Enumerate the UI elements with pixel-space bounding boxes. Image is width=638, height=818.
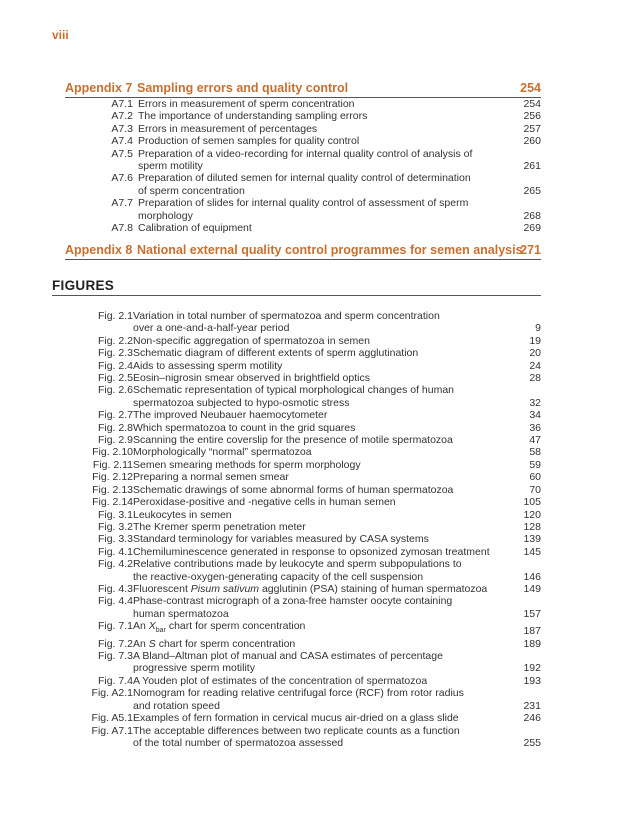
entry-title (133, 434, 499, 446)
entry-page: 146 (523, 570, 541, 583)
entry-title (138, 135, 499, 147)
entry-number: Fig. A7.1 (91, 724, 133, 737)
entry-title (138, 110, 499, 122)
entry-number: A7.8 (111, 222, 133, 235)
toc-entry[interactable] (52, 712, 541, 724)
entry-title-line: Semen smearing methods for sperm morphology (133, 458, 361, 471)
entry-number: Fig. 7.1 (97, 620, 133, 633)
entry-title-line: Peroxidase-positive and -negative cells in human semen (133, 496, 396, 509)
entry-page: 261 (523, 160, 541, 173)
entry-title-line: Calibration of equipment (138, 222, 252, 235)
entry-title (133, 347, 499, 359)
entry-number: Fig. 2.9 (97, 434, 133, 447)
entry-page: 47 (529, 434, 541, 447)
entry-page: 265 (523, 184, 541, 197)
entry-title (133, 446, 499, 458)
entry-page: 268 (523, 209, 541, 222)
entry-page: 19 (529, 334, 541, 347)
appendix-label: Appendix 7 (65, 81, 133, 95)
entry-title (133, 583, 499, 595)
entry-number: Fig. 2.11 (92, 458, 133, 471)
entry-title-line: Errors in measurement of sperm concentration (138, 98, 355, 110)
entry-number: Fig. 2.6 (97, 384, 133, 397)
entry-number: A7.5 (111, 147, 133, 160)
entry-number: Fig. 4.4 (97, 595, 133, 608)
entry-title-line: Eosin–nigrosin smear observed in brightfield optics (133, 372, 370, 385)
entry-title-line: Non-specific aggregation of spermatozoa in semen (133, 334, 370, 347)
toc-entry[interactable] (52, 650, 541, 675)
entry-title (133, 509, 499, 521)
entry-page: 9 (535, 322, 541, 335)
appendix-title: National external quality control programmes for semen analysis (137, 243, 523, 257)
toc-entry[interactable] (65, 110, 541, 122)
entry-title-line: Which spermatozoa to count in the grid squares (133, 421, 356, 434)
toc-entry[interactable] (52, 546, 541, 558)
toc-entry[interactable] (52, 384, 541, 409)
entry-title (133, 335, 499, 347)
entry-title (133, 372, 499, 384)
entry-title (133, 484, 499, 496)
entry-number: Fig. 3.3 (97, 533, 133, 546)
entry-title-line: and rotation speed (133, 699, 220, 712)
entry-title-line: The importance of understanding sampling errors (138, 110, 368, 123)
toc-entry[interactable] (52, 446, 541, 458)
entry-title-line: An $X_{bar}$ chart for sperm concentration (133, 620, 306, 635)
toc-entry[interactable] (52, 484, 541, 496)
entry-page: 187 (523, 625, 541, 638)
entry-page: 60 (529, 471, 541, 484)
entry-title (133, 595, 499, 620)
entry-title-line: sperm motility (138, 160, 203, 173)
appendix-label: Appendix 8 (65, 243, 133, 257)
entry-number: Fig. 2.4 (97, 359, 133, 372)
entry-title-line: Schematic drawings of some abnormal forms of human spermatozoa (133, 483, 454, 496)
entry-title-line: An S chart for sperm concentration (133, 637, 296, 650)
toc-entry[interactable] (65, 123, 541, 135)
entry-title (138, 222, 499, 234)
toc-entry[interactable] (52, 620, 541, 638)
entry-page: 145 (523, 545, 541, 558)
figures-heading: FIGURES (52, 277, 541, 296)
entry-title-line: Aids to assessing sperm motility (133, 359, 283, 372)
entry-number: Fig. 4.1 (97, 545, 133, 558)
entry-title (133, 650, 499, 675)
appendix-7-list (65, 98, 541, 234)
entry-number: Fig. 2.1 (97, 310, 133, 322)
toc-entry[interactable] (52, 422, 541, 434)
entry-title (133, 471, 499, 483)
entry-number: A7.6 (111, 172, 133, 185)
entry-title (133, 546, 499, 558)
toc-entry[interactable] (52, 725, 541, 750)
toc-entry[interactable] (52, 583, 541, 595)
page-number: viii (52, 28, 69, 42)
entry-title-line: Variation in total number of spermatozoa and sperm concentration (133, 310, 440, 322)
toc-entry[interactable] (52, 558, 541, 583)
entry-page: 189 (523, 637, 541, 650)
entry-title (133, 360, 499, 372)
entry-page: 193 (523, 674, 541, 687)
entry-title-line: Schematic representation of typical morphological changes of human (133, 384, 455, 397)
entry-page: 36 (529, 421, 541, 434)
entry-number: Fig. 2.3 (97, 347, 133, 360)
entry-title (138, 172, 499, 197)
entry-page: 157 (523, 607, 541, 620)
entry-title-line: The Kremer sperm penetration meter (133, 520, 306, 533)
entry-title (138, 123, 499, 135)
entry-number: Fig. A2.1 (91, 687, 133, 700)
entry-title-line: of sperm concentration (138, 184, 245, 197)
toc-entry[interactable] (52, 521, 541, 533)
entry-title (138, 197, 499, 222)
entry-page: 120 (523, 508, 541, 521)
entry-page: 260 (523, 135, 541, 148)
entry-title-line: progressive sperm motility (133, 662, 255, 675)
toc-entry[interactable] (52, 360, 541, 372)
appendix-page: 254 (520, 81, 541, 95)
entry-number: Fig. 2.14 (92, 496, 133, 509)
entry-page: 269 (523, 222, 541, 235)
toc-entry[interactable] (65, 148, 541, 173)
toc-entry[interactable] (52, 310, 541, 335)
entry-page: 231 (523, 699, 541, 712)
entry-title-line: The improved Neubauer haemocytometer (133, 409, 328, 422)
entry-title-line: Leukocytes in semen (133, 508, 232, 521)
toc-entry[interactable] (52, 347, 541, 359)
toc-entry[interactable] (52, 675, 541, 687)
entry-number: Fig. 2.2 (97, 334, 133, 347)
entry-title (133, 712, 499, 724)
entry-page: 59 (529, 458, 541, 471)
entry-title (133, 496, 499, 508)
entry-number: A7.4 (111, 135, 133, 148)
toc-entry[interactable] (52, 372, 541, 384)
entry-number: Fig. 7.3 (97, 650, 133, 663)
entry-title (138, 98, 499, 110)
toc-entry[interactable] (52, 595, 541, 620)
toc-entry[interactable] (52, 409, 541, 421)
entry-title (133, 459, 499, 471)
entry-number: Fig. 2.5 (97, 372, 133, 385)
entry-title-line: A Youden plot of estimates of the concentration of spermatozoa (133, 674, 428, 687)
entry-page: 20 (529, 347, 541, 360)
entry-title-line: the reactive-oxygen-generating capacity of the cell suspension (133, 570, 424, 583)
entry-number: Fig. 2.10 (92, 446, 133, 459)
toc-entry[interactable] (52, 496, 541, 508)
entry-title (133, 558, 499, 583)
entry-title-line: morphology (138, 209, 193, 222)
entry-title-line: Fluorescent Pisum sativum agglutinin (PSA) staining of human spermatozoa (133, 582, 488, 595)
entry-page: 24 (529, 359, 541, 372)
entry-number: Fig. 4.2 (97, 558, 133, 571)
entry-title-line: Examples of fern formation in cervical mucus air-dried on a glass slide (133, 712, 459, 725)
entry-title-line: The acceptable differences between two replicate counts as a function (133, 724, 460, 737)
entry-title-line: spermatozoa subjected to hypo-osmotic stress (133, 396, 350, 409)
toc-entry[interactable] (65, 135, 541, 147)
entry-page: 257 (523, 122, 541, 135)
toc-entry[interactable] (52, 459, 541, 471)
entry-title (133, 384, 499, 409)
entry-title-line: Phase-contrast micrograph of a zona-free hamster oocyte containing (133, 595, 453, 608)
entry-title-line: Preparing a normal semen smear (133, 471, 289, 484)
toc-entry[interactable] (52, 687, 541, 712)
entry-title-line: Standard terminology for variables measured by CASA systems (133, 533, 429, 546)
entry-page: 192 (523, 662, 541, 675)
entry-number: A7.7 (111, 197, 133, 210)
entry-number: Fig. 2.7 (97, 409, 133, 422)
entry-title-line: human spermatozoa (133, 607, 229, 620)
entry-page: 256 (523, 110, 541, 123)
entry-title (133, 533, 499, 545)
entry-title (133, 620, 499, 638)
entry-title-line: Preparation of slides for internal quality control of assessment of sperm (138, 197, 469, 210)
entry-number: Fig. 3.2 (97, 520, 133, 533)
entry-title-line: Schematic diagram of different extents of sperm agglutination (133, 347, 419, 360)
entry-title (133, 310, 499, 335)
entry-title (133, 521, 499, 533)
figures-list (52, 310, 541, 749)
entry-title-line: Relative contributions made by leukocyte and sperm subpopulations to (133, 558, 462, 571)
toc-entry[interactable] (65, 98, 541, 110)
entry-number: Fig. 7.2 (97, 637, 133, 650)
entry-title (133, 409, 499, 421)
entry-title-line: Preparation of diluted semen for internal quality control of determination (138, 172, 471, 185)
appendix-page: 271 (520, 243, 541, 257)
entry-title-line: Errors in measurement of percentages (138, 122, 318, 135)
entry-page: 128 (523, 520, 541, 533)
entry-number: A7.2 (111, 110, 133, 123)
entry-number: Fig. 2.8 (97, 421, 133, 434)
appendix-8-heading[interactable] (65, 242, 541, 260)
entry-title-line: Scanning the entire coverslip for the presence of motile spermatozoa (133, 434, 453, 447)
entry-page: 58 (529, 446, 541, 459)
toc-entry[interactable] (52, 509, 541, 521)
entry-title (133, 687, 499, 712)
entry-page: 70 (529, 483, 541, 496)
entry-title-line: Chemiluminescence generated in response to opsonized zymosan treatment (133, 545, 490, 558)
toc-entry[interactable] (52, 434, 541, 446)
entry-page: 28 (529, 372, 541, 385)
toc-entry[interactable] (65, 172, 541, 197)
entry-title (133, 422, 499, 434)
entry-page: 32 (529, 396, 541, 409)
toc-entry[interactable] (52, 471, 541, 483)
entry-page: 246 (523, 712, 541, 725)
entry-title-line: Morphologically “normal” spermatozoa (133, 446, 312, 459)
entry-title-line: A Bland–Altman plot of manual and CASA estimates of percentage (133, 650, 443, 663)
entry-page: 139 (523, 533, 541, 546)
toc-entry[interactable] (52, 638, 541, 650)
entry-page: 149 (523, 582, 541, 595)
entry-number: Fig. 2.13 (92, 483, 133, 496)
toc-entry[interactable] (65, 222, 541, 234)
entry-number: Fig. 2.12 (92, 471, 133, 484)
entry-title (133, 725, 499, 750)
entry-number: Fig. 3.1 (97, 508, 133, 521)
entry-number: Fig. A5.1 (91, 712, 133, 725)
entry-title (133, 638, 499, 650)
toc-entry[interactable] (52, 533, 541, 545)
entry-title-line: Production of semen samples for quality control (138, 135, 360, 148)
entry-page: 255 (523, 736, 541, 749)
entry-title-line: of the total number of spermatozoa assessed (133, 736, 344, 749)
entry-title-line: Preparation of a video-recording for internal quality control of analysis of (138, 147, 473, 160)
toc-entry[interactable] (65, 197, 541, 222)
toc-entry[interactable] (52, 335, 541, 347)
entry-title (138, 148, 499, 173)
entry-number: A7.1 (111, 98, 133, 110)
entry-number: A7.3 (111, 122, 133, 135)
entry-title (133, 675, 499, 687)
entry-title-line: over a one-and-a-half-year period (133, 322, 290, 335)
appendix-title: Sampling errors and quality control (137, 81, 349, 95)
appendix-7-heading[interactable] (65, 80, 541, 98)
entry-page: 254 (523, 98, 541, 110)
entry-number: Fig. 7.4 (97, 674, 133, 687)
entry-number: Fig. 4.3 (97, 582, 133, 595)
entry-page: 34 (529, 409, 541, 422)
entry-page: 105 (523, 496, 541, 509)
entry-title-line: Nomogram for reading relative centrifugal force (RCF) from rotor radius (133, 687, 464, 700)
